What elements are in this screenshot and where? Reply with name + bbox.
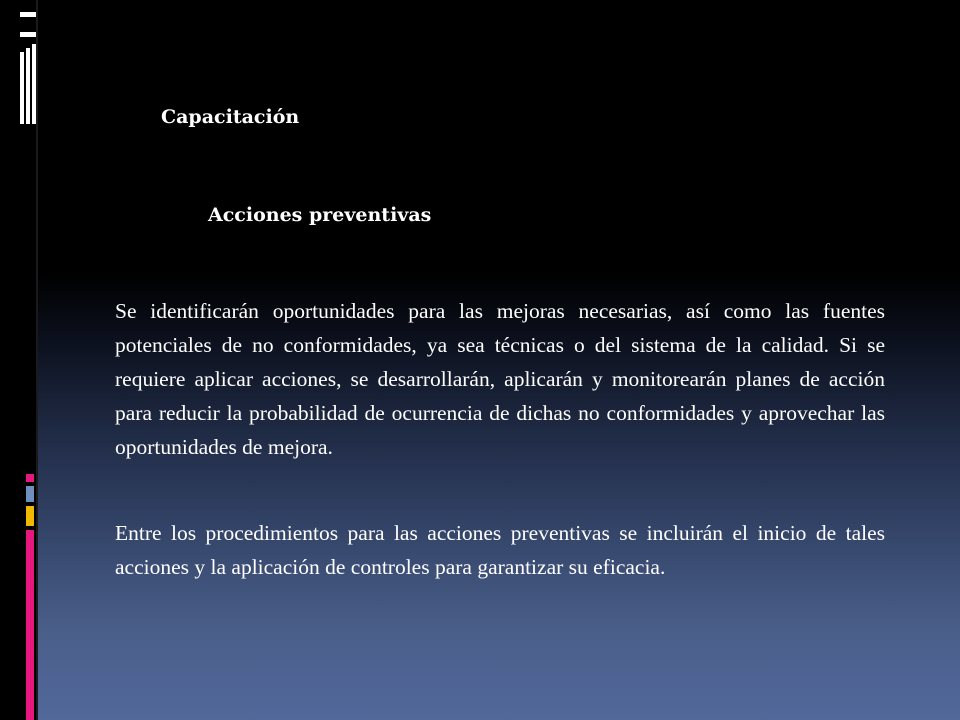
accent-blue-bar <box>26 486 34 502</box>
decorative-logo-icon <box>20 12 36 124</box>
paragraph-1: Se identificarán oportunidades para las mejoras necesarias, así como las fuentes potenciales de no conformidades, ya sea técnicas o del sistema de la calidad. Si se requiere aplicar acciones, se desarrollarán, aplicarán y monitorearán planes de acción para reducir la probabilidad de ocurrencia de dichas no conformidades y aprovechar las oportunidades de mejora. <box>115 299 885 459</box>
paragraph-2: Entre los procedimientos para las acciones preventivas se incluirán el inicio de tales acciones y la aplicación de controles para garantizar su eficacia. <box>115 521 885 579</box>
accent-pink-bar <box>26 474 34 482</box>
heading-acciones-preventivas: Acciones preventivas <box>208 204 432 226</box>
edge-line <box>36 0 38 720</box>
accent-yellow-bar <box>26 506 34 526</box>
accent-pink-long-bar <box>26 530 34 720</box>
heading-capacitacion: Capacitación <box>161 106 300 128</box>
accent-bars <box>26 474 34 720</box>
